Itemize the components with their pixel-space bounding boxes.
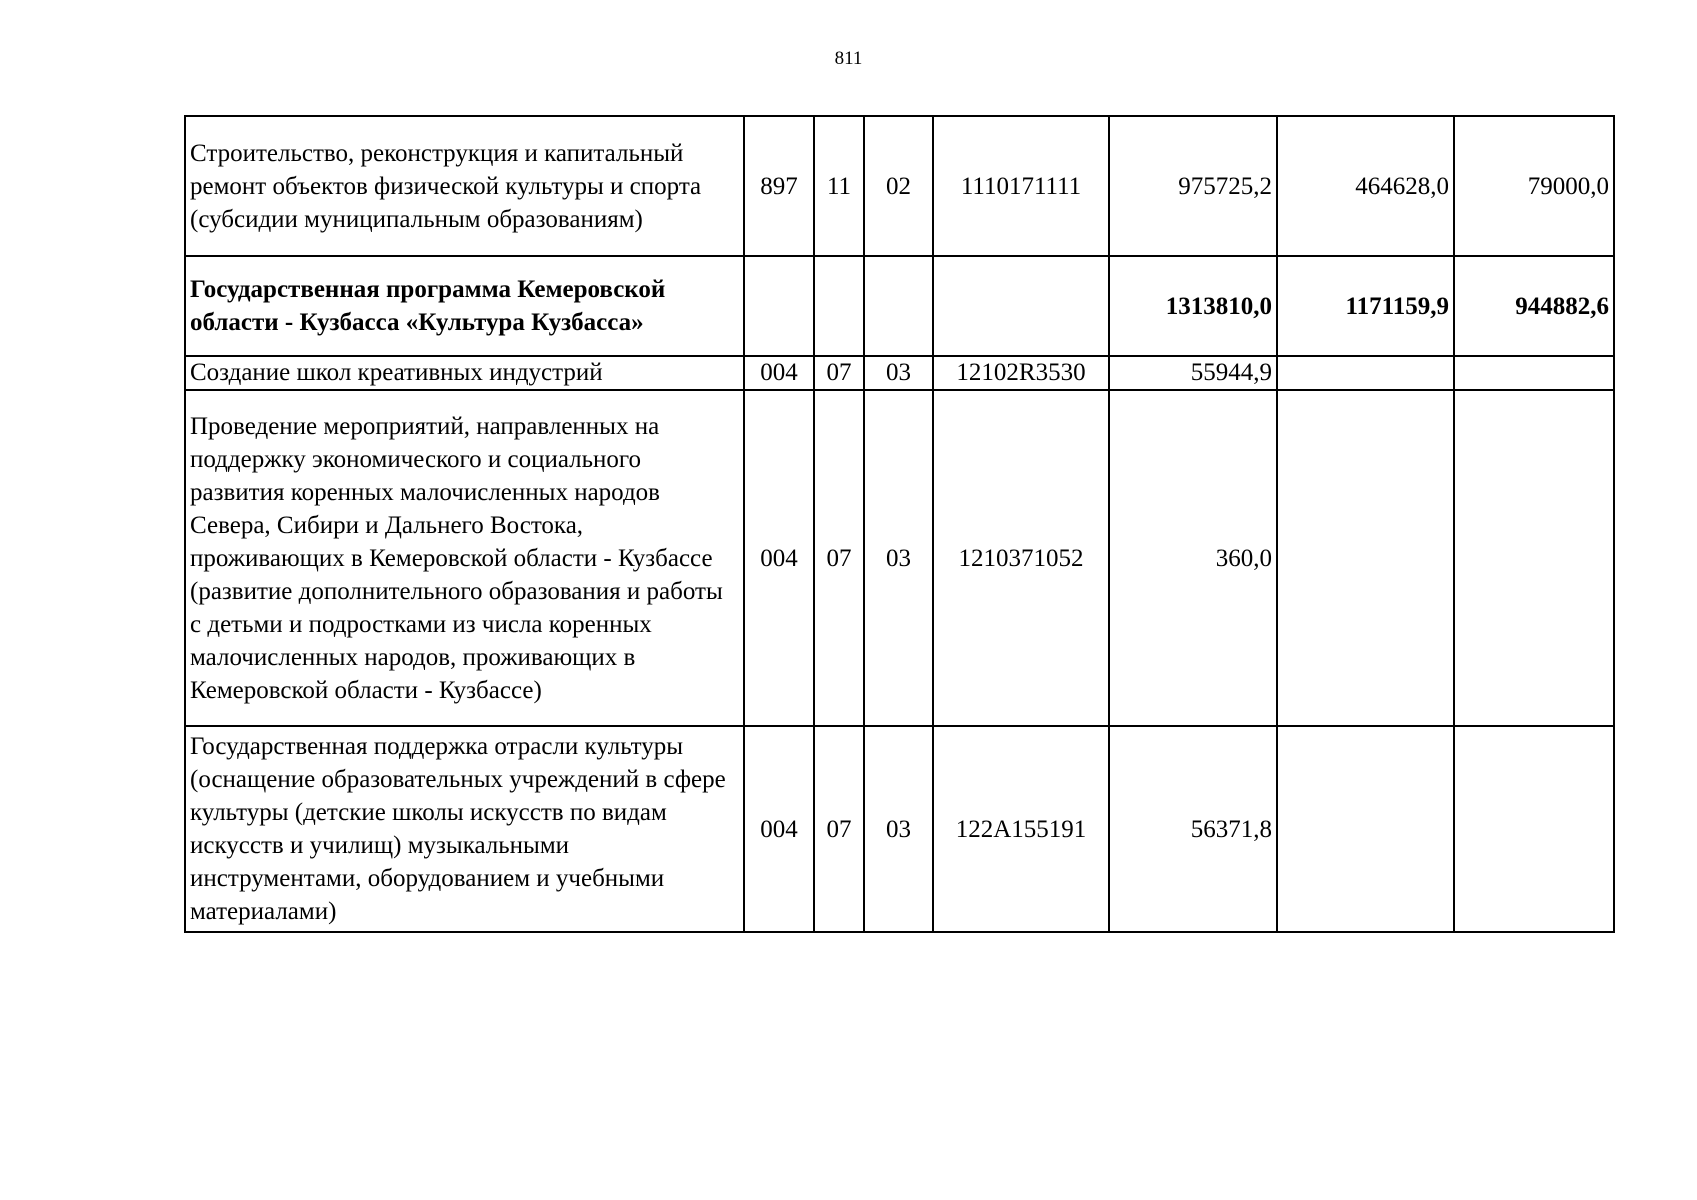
amount-year-1: 360,0 (1109, 390, 1277, 726)
target-article-code: 12102R3530 (933, 356, 1109, 390)
table-row (185, 116, 1614, 256)
amount-year-1: 55944,9 (1109, 356, 1277, 390)
amount-year-2 (1277, 390, 1454, 726)
amount-year-2 (1277, 726, 1454, 932)
amount-year-3 (1454, 726, 1614, 932)
table-row (185, 726, 1614, 932)
section-code: 07 (814, 390, 864, 726)
page-number: 811 (834, 48, 863, 69)
budget-table (184, 115, 1615, 933)
ministry-code: 004 (744, 390, 814, 726)
target-article-code: 1110171111 (933, 116, 1109, 256)
table-row (185, 256, 1614, 356)
amount-year-2 (1277, 356, 1454, 390)
subsection-code: 02 (864, 116, 933, 256)
ministry-code (744, 256, 814, 356)
amount-year-1: 1313810,0 (1109, 256, 1277, 356)
subsection-code: 03 (864, 390, 933, 726)
subsection-code: 03 (864, 356, 933, 390)
target-article-code (933, 256, 1109, 356)
ministry-code: 004 (744, 726, 814, 932)
row-name: Государственная поддержка отрасли культуры (оснащение образовательных учреждений в сфере культуры (детские школы искусств по видам искусств и училищ) музыкальными инструментами, оборудованием и учебными материалами) (185, 726, 744, 932)
row-name: Создание школ креативных индустрий (185, 356, 744, 390)
ministry-code: 004 (744, 356, 814, 390)
target-article-code: 1210371052 (933, 390, 1109, 726)
amount-year-1: 975725,2 (1109, 116, 1277, 256)
amount-year-2: 464628,0 (1277, 116, 1454, 256)
table-row (185, 356, 1614, 390)
section-code: 07 (814, 726, 864, 932)
row-name: Строительство, реконструкция и капитальный ремонт объектов физической культуры и спорта (субсидии муниципальным образованиям) (185, 116, 744, 256)
amount-year-1: 56371,8 (1109, 726, 1277, 932)
subsection-code: 03 (864, 726, 933, 932)
amount-year-3 (1454, 390, 1614, 726)
amount-year-2: 1171159,9 (1277, 256, 1454, 356)
table-row (185, 390, 1614, 726)
amount-year-3: 79000,0 (1454, 116, 1614, 256)
section-code: 11 (814, 116, 864, 256)
ministry-code: 897 (744, 116, 814, 256)
section-code (814, 256, 864, 356)
amount-year-3 (1454, 356, 1614, 390)
target-article-code: 122A155191 (933, 726, 1109, 932)
amount-year-3: 944882,6 (1454, 256, 1614, 356)
row-name: Государственная программа Кемеровской области - Кузбасса «Культура Кузбасса» (185, 256, 744, 356)
row-name: Проведение мероприятий, направленных на поддержку экономического и социального развития коренных малочисленных народов Севера, Сибири и Дальнего Востока, проживающих в Кемеровской области - Кузбассе (развитие дополнительного образования и работы с детьми и подростками из числа коренных малочисленных народов, проживающих в Кемеровской области - Кузбассе) (185, 390, 744, 726)
section-code: 07 (814, 356, 864, 390)
subsection-code (864, 256, 933, 356)
